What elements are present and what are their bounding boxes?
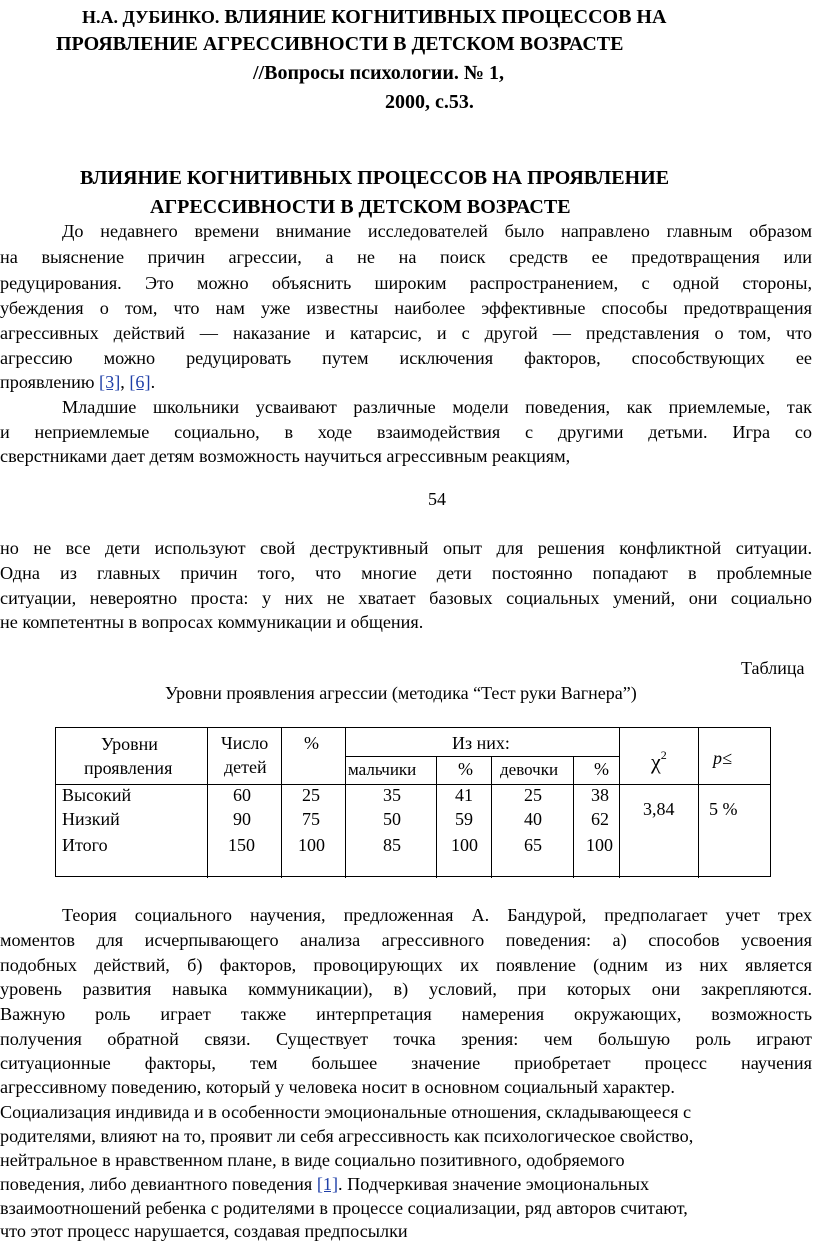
- row-boys: 35: [383, 785, 401, 805]
- table-divider: [207, 728, 208, 878]
- paragraph-4-line: ситуационные факторы, тем большее значение приобретает процесс научения: [0, 1053, 812, 1073]
- header-levels: проявления: [84, 758, 173, 778]
- row-percent-boys: 41: [455, 785, 473, 805]
- paragraph-5-line: родителями, влияют на то, проявит ли себя агрессивность как психологическое свойство,: [0, 1126, 694, 1146]
- table-divider: [619, 728, 620, 878]
- paragraph-1-line: редуцирования. Это можно объяснить широким распространением, с одной стороны,: [0, 273, 812, 293]
- table-divider: [56, 784, 770, 785]
- article-title-line1: ВЛИЯНИЕ КОГНИТИВНЫХ ПРОЦЕССОВ НА ПРОЯВЛЕНИЕ: [80, 167, 670, 189]
- header-levels: Уровни: [101, 734, 158, 754]
- paragraph-3-line: не компетентны в вопросах коммуникации и общения.: [0, 612, 424, 632]
- row-percent-girls: 38: [591, 785, 609, 805]
- row-percent: 100: [298, 835, 325, 855]
- author-name: Н.А. ДУБИНКО.: [82, 7, 220, 27]
- header-title-part1: ВЛИЯНИЕ КОГНИТИВНЫХ ПРОЦЕССОВ НА: [224, 6, 667, 28]
- article-title-line2: АГРЕССИВНОСТИ В ДЕТСКОМ ВОЗРАСТЕ: [150, 196, 571, 218]
- header-percent: %: [304, 733, 319, 753]
- paragraph-5-line: взаимоотношений ребенка с родителями в процессе социализации, ряд авторов считают,: [0, 1198, 688, 1218]
- table-divider: [436, 756, 437, 878]
- chi-superscript: 2: [660, 748, 667, 762]
- paragraph-5-text: . Подчеркивая значение эмоциональных: [338, 1174, 650, 1194]
- chi-square-value: 3,84: [643, 799, 675, 819]
- paragraph-2-line: и неприемлемые социально, в ходе взаимодействия с другими детьми. Игра со: [0, 422, 812, 442]
- table-divider: [491, 756, 492, 878]
- citation-year-page: 2000, с.53.: [385, 91, 474, 113]
- row-percent-boys: 100: [451, 835, 478, 855]
- header-of-them: Из них:: [452, 733, 510, 753]
- table-caption: Уровни проявления агрессии (методика “Тест руки Вагнера”): [165, 683, 637, 703]
- reference-link-6[interactable]: [6]: [129, 372, 151, 392]
- row-percent-boys: 59: [455, 809, 473, 829]
- paragraph-1-line: на выяснение причин агрессии, а не на поиск средств ее предотвращения или: [0, 247, 812, 267]
- paragraph-2-line: Младшие школьники усваивают различные модели поведения, как приемлемые, так: [62, 397, 812, 417]
- row-level: Высокий: [62, 785, 132, 805]
- table-label: Таблица: [741, 658, 805, 678]
- header-p: p≤: [713, 748, 732, 768]
- paragraph-5-text: поведения, либо девиантного поведения: [0, 1174, 317, 1194]
- citation-journal: //Вопросы психологии. № 1,: [253, 62, 504, 84]
- table-divider: [345, 728, 346, 878]
- paragraph-5-line: Социализация индивида и в особенности эмоциональные отношения, складывающееся с: [0, 1102, 692, 1122]
- header-chi-square: [651, 748, 667, 775]
- paragraph-3-line: ситуации, невероятно проста: у них не хватает базовых социальных умений, они социально: [0, 588, 812, 608]
- row-percent: 75: [302, 809, 320, 829]
- row-count: 150: [228, 835, 255, 855]
- paragraph-1-last-line: [0, 371, 816, 393]
- paragraph-4-line: уровень развития навыка коммуникации), в) условий, при которых они закрепляются.: [0, 979, 812, 999]
- row-percent: 25: [302, 785, 320, 805]
- paragraph-3-line: но не все дети используют свой деструктивный опыт для решения конфликтной ситуации.: [0, 538, 812, 558]
- row-girls: 65: [524, 835, 542, 855]
- page-number: 54: [428, 489, 446, 509]
- row-boys: 85: [383, 835, 401, 855]
- paragraph-4-line: Теория социального научения, предложенная А. Бандурой, предполагает учет трех: [62, 905, 812, 925]
- header-percent-girls: %: [594, 759, 609, 779]
- chi-symbol: χ: [651, 749, 661, 774]
- paragraph-1-line: убеждения о том, что нам уже известны наиболее эффективные способы предотвращения: [0, 298, 812, 318]
- row-girls: 25: [524, 785, 542, 805]
- paragraph-4-line: получения обратной связи. Существует точка зрения: чем большую роль играют: [0, 1029, 812, 1049]
- row-girls: 40: [524, 809, 542, 829]
- paragraph-1-line: агрессивных действий — наказание и катарсис, и с другой — представления о том, что: [0, 323, 812, 343]
- paragraph-4-line: моментов для исчерпывающего анализа агрессивного поведения: а) способов усвоения: [0, 930, 812, 950]
- header-boys: мальчики: [348, 760, 417, 779]
- paragraph-1-line: До недавнего времени внимание исследователей было направлено главным образом: [62, 221, 812, 241]
- header-count: Число: [221, 733, 269, 753]
- paragraph-3-line: Одна из главных причин того, что многие дети постоянно попадают в проблемные: [0, 563, 812, 583]
- paragraph-4-line: Важную роль играет также интерпретация намерения окружающих, возможность: [0, 1004, 812, 1024]
- row-boys: 50: [383, 809, 401, 829]
- table-divider: [281, 728, 282, 878]
- header-girls: девочки: [500, 760, 559, 779]
- table-divider: [573, 756, 574, 878]
- row-count: 90: [233, 809, 251, 829]
- paragraph-5-line: нейтральное в нравственном плане, в виде социально позитивного, одобряемого: [0, 1150, 625, 1170]
- p-value: 5 %: [709, 799, 738, 819]
- paragraph-5-line: что этот процесс нарушается, создавая предпосылки: [0, 1221, 408, 1241]
- row-level: Низкий: [62, 809, 120, 829]
- row-percent-girls: 100: [586, 835, 613, 855]
- separator: ,: [120, 372, 130, 392]
- paragraph-1-line: агрессию можно редуцировать путем исключения факторов, способствующих ее: [0, 348, 812, 368]
- header-count: детей: [224, 757, 267, 777]
- paragraph-4-line: агрессивному поведению, который у человека носит в основном социальный характер.: [0, 1077, 675, 1097]
- citation-header-line1: [82, 6, 666, 29]
- period: .: [150, 372, 156, 392]
- citation-header-line2: ПРОЯВЛЕНИЕ АГРЕССИВНОСТИ В ДЕТСКОМ ВОЗРАСТЕ: [56, 33, 624, 55]
- reference-link-1[interactable]: [1]: [316, 1174, 339, 1194]
- row-level: Итого: [62, 835, 108, 855]
- paragraph-5-line-with-ref: [0, 1173, 816, 1195]
- paragraph-4-line: подобных действий, б) факторов, провоцирующих их появление (одним из них является: [0, 955, 812, 975]
- table-divider: [698, 728, 699, 878]
- header-percent-boys: %: [458, 759, 473, 779]
- row-percent-girls: 62: [591, 809, 609, 829]
- reference-link-3[interactable]: [3]: [99, 372, 121, 392]
- row-count: 60: [233, 785, 251, 805]
- table-divider: [345, 756, 619, 757]
- paragraph-1-text: проявлению: [0, 372, 100, 392]
- paragraph-2-line: сверстниками дает детям возможность научиться агрессивным реакциям,: [0, 446, 571, 466]
